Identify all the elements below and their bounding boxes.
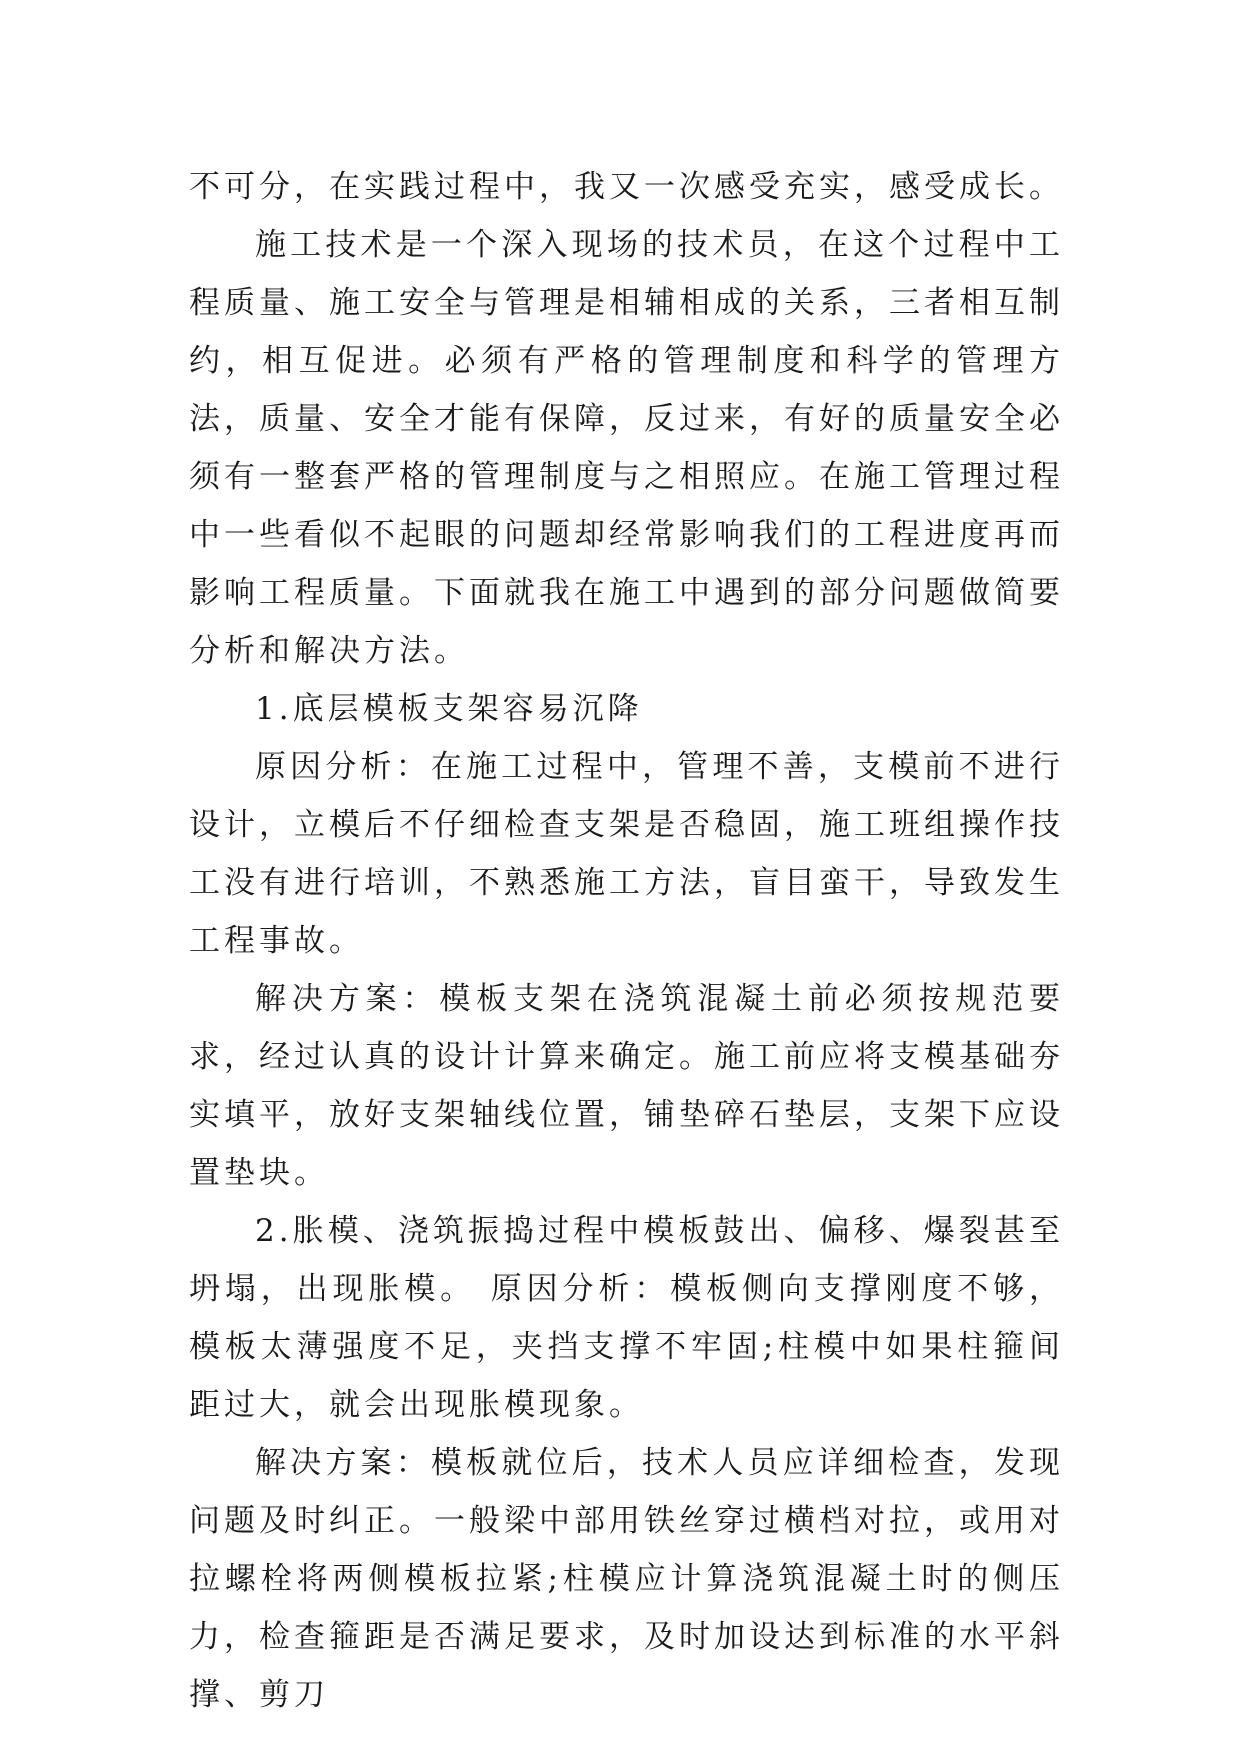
paragraph-continuation: 不可分，在实践过程中，我又一次感受充实，感受成长。: [189, 169, 1064, 205]
paragraph-solution-2: 解决方案：模板就位后，技术人员应详细检查，发现问题及时纠正。一般梁中部用铁丝穿过横档对拉，或用对拉螺栓将两侧模板拉紧;柱模应计算浇筑混凝土时的侧压力，检查箍距是否满足要求，及时加设达到标准的水平斜撑、剪刀: [189, 1445, 1064, 1713]
paragraph-solution-1: 解决方案：模板支架在浇筑混凝土前必须按规范要求，经过认真的设计计算来确定。施工前应将支模基础夯实填平，放好支架轴线位置，铺垫碎石垫层，支架下应设置垫块。: [189, 981, 1064, 1191]
paragraph-cause-analysis-1: 原因分析：在施工过程中，管理不善，支模前不进行设计，立模后不仔细检查支架是否稳固，施工班组操作技工没有进行培训，不熟悉施工方法，盲目蛮干，导致发生工程事故。: [189, 749, 1064, 959]
paragraph-construction-technology: 施工技术是一个深入现场的技术员，在这个过程中工程质量、施工安全与管理是相辅相成的关系，三者相互制约，相互促进。必须有严格的管理制度和科学的管理方法，质量、安全才能有保障，反过来，有好的质量安全必须有一整套严格的管理制度与之相照应。在施工管理过程中一些看似不起眼的问题却经常影响我们的工程进度再而影响工程质量。下面就我在施工中遇到的部分问题做简要分析和解决方法。: [189, 227, 1064, 669]
document-body: [189, 158, 1064, 1724]
paragraph-formwork-bulging: 2.胀模、浇筑振捣过程中模板鼓出、偏移、爆裂甚至坍塌，出现胀模。 原因分析：模板侧向支撑刚度不够，模板太薄强度不足，夹挡支撑不牢固;柱模中如果柱箍间距过大，就会出现胀模现象。: [189, 1213, 1064, 1423]
section-heading-formwork-settlement: 1.底层模板支架容易沉降: [255, 691, 643, 727]
